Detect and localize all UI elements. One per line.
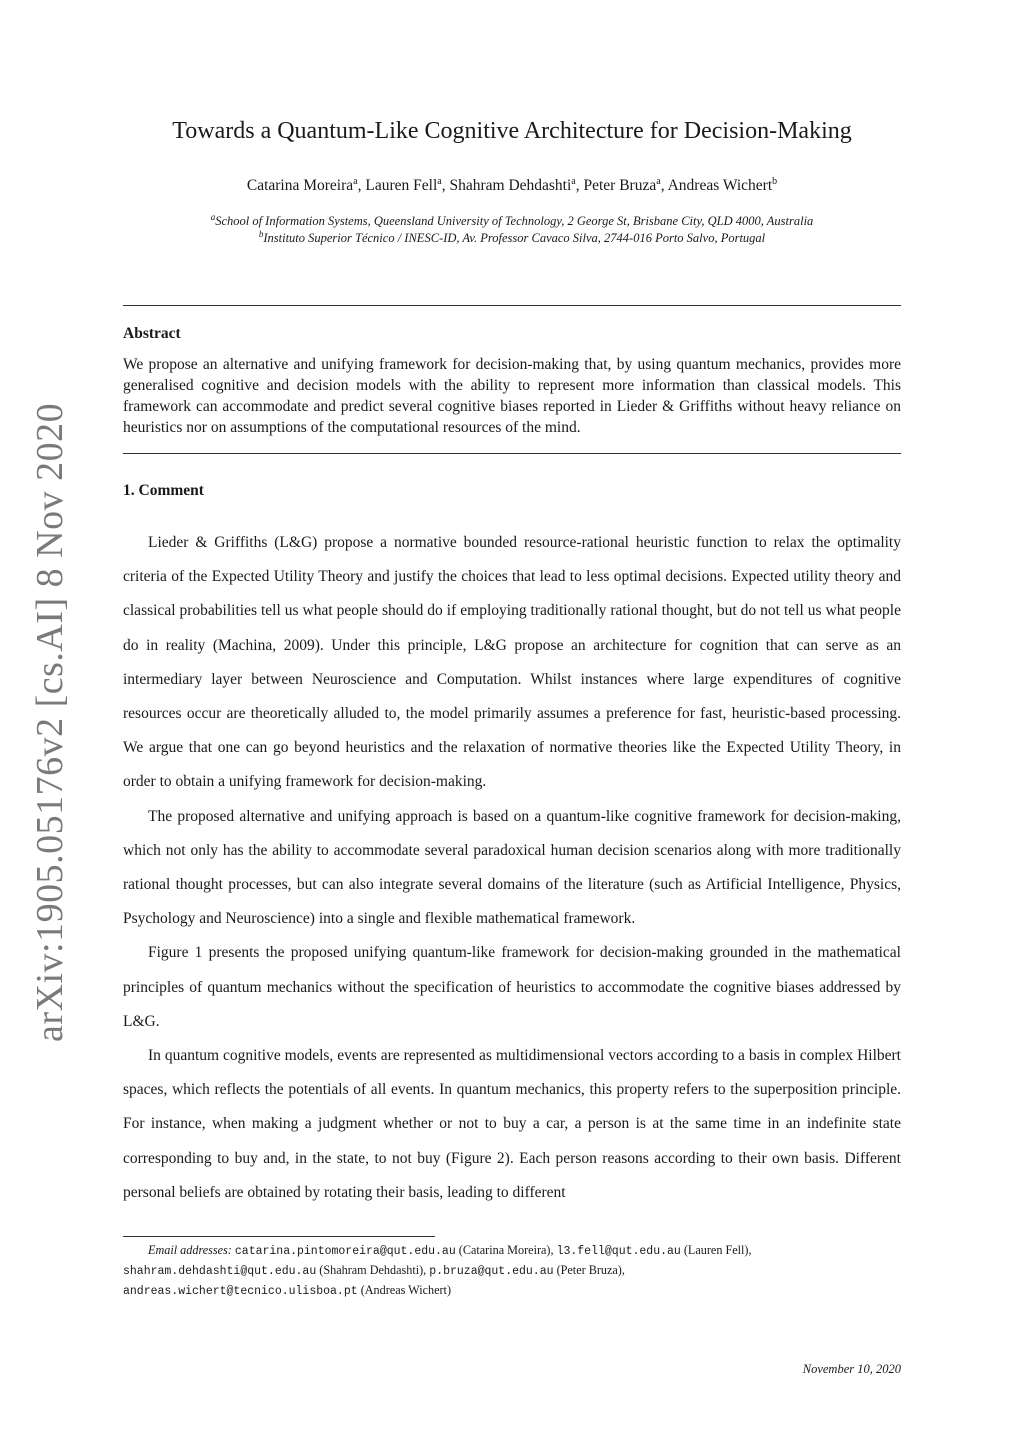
affiliation xyxy=(0,229,1024,246)
email-owner: (Lauren Fell), xyxy=(683,1243,752,1257)
paragraph: Figure 1 presents the proposed unifying quantum-like framework for decision-making grounded in the mathematical principles of quantum mechanics without the specification of heuristics to accommodate the cognitive biases addressed by L&G. xyxy=(123,944,901,1030)
section-body xyxy=(123,526,901,1210)
email-link[interactable]: p.bruza@qut.edu.au xyxy=(429,1265,554,1278)
author-sup: a xyxy=(656,176,661,187)
paragraph: The proposed alternative and unifying approach is based on a quantum-like cognitive framework for decision-making, which not only has the ability to accommodate several paradoxical human decision scenarios along with more traditionally rational thought processes, but can also integrate several domains of the literature (such as Artificial Intelligence, Physics, Psychology and Neuroscience) into a single and flexible mathematical framework. xyxy=(123,807,901,928)
divider xyxy=(123,305,901,306)
author-sup: a xyxy=(571,176,576,187)
email-link[interactable]: andreas.wichert@tecnico.ulisboa.pt xyxy=(123,1285,358,1298)
divider xyxy=(123,453,901,454)
arxiv-stamp[interactable]: arXiv:1905.05176v2 [cs.AI] 8 Nov 2020 xyxy=(29,402,71,1042)
email-owner: (Catarina Moreira), xyxy=(458,1243,554,1257)
author: Shahram Dehdashti xyxy=(449,177,572,195)
section-heading: 1. Comment xyxy=(123,482,204,499)
author: Peter Bruza xyxy=(583,177,657,195)
paragraph: In quantum cognitive models, events are represented as multidimensional vectors according to a basis in complex Hilbert spaces, which reflects the potentials of all events. In quantum mechanics, this property refers to the superposition principle. For instance, when making a judgment whether or not to buy a car, a person is at the same time in an indefinite state corresponding to buy and, in the state, to not buy (Figure 2). Each person reasons according to their own basis. Different personal beliefs are obtained by rotating their basis, leading to different xyxy=(123,1047,901,1201)
footnote-divider xyxy=(123,1236,435,1237)
email-link[interactable]: shahram.dehdashti@qut.edu.au xyxy=(123,1265,317,1278)
affiliation-sup: a xyxy=(210,212,216,222)
author-list: Catarina Moreira$^a$, Lauren Fell$^a$, Shahram Dehdashti$^a$, Peter Bruza$^a$, Andreas Wichert$^b$ xyxy=(246,176,778,195)
email-link[interactable]: catarina.pintomoreira@qut.edu.au xyxy=(234,1245,456,1258)
author-sup: a xyxy=(437,176,442,187)
affiliation-text: Instituto Superior Técnico / INESC-ID, Av. Professor Cavaco Silva, 2744-016 Porto Salvo, Portugal xyxy=(263,231,766,246)
email-owner: (Andreas Wichert) xyxy=(360,1283,451,1297)
affiliation-sup: b xyxy=(258,229,264,239)
email-owner: (Peter Bruza), xyxy=(556,1263,625,1277)
author: Catarina Moreira xyxy=(246,177,354,195)
affiliation xyxy=(0,212,1024,229)
paper-title: Towards a Quantum-Like Cognitive Architecture for Decision-Making xyxy=(172,118,852,144)
paragraph: Lieder & Griffiths (L&G) propose a normative bounded resource-rational heuristic function to relax the optimality criteria of the Expected Utility Theory and justify the choices that lead to less optimal decisions. Expected utility theory and classical probabilities tell us what people should do if employing traditionally rational thought, but do not tell us what people do in reality (Machina, 2009). Under this principle, L&G propose an architecture for cognition that can serve as an intermediary layer between Neuroscience and Computation. Whilst instances where large expenditures of cognitive resources occur are theoretically alluded to, the model primarily assumes a preference for fast, heuristic-based processing. We argue that one can go beyond heuristics and the relaxation of normative theories like the Expected Utility Theory, in order to obtain a unifying framework for decision-making. xyxy=(123,534,901,791)
footnote xyxy=(123,1241,901,1301)
affiliation-text: School of Information Systems, Queensland University of Technology, 2 George St, Brisbane City, QLD 4000, Australia xyxy=(215,214,814,229)
author-sup: b xyxy=(772,176,778,187)
footnote-label: Email addresses: xyxy=(148,1243,232,1257)
abstract-heading: Abstract xyxy=(123,325,181,342)
preprint-date: November 10, 2020 xyxy=(802,1362,901,1376)
author: Andreas Wichert xyxy=(667,177,773,195)
author: Lauren Fell xyxy=(365,177,438,195)
email-link[interactable]: l3.fell@qut.edu.au xyxy=(556,1245,681,1258)
email-owner: (Shahram Dehdashti), xyxy=(319,1263,427,1277)
author-sup: a xyxy=(353,176,358,187)
abstract-text: We propose an alternative and unifying framework for decision-making that, by using quantum mechanics, provides more generalised cognitive and decision models with the ability to represent more information than classical models. This framework can accommodate and predict several cognitive biases reported in Lieder & Griffiths without heavy reliance on heuristics nor on assumptions of the computational resources of the mind. xyxy=(123,356,901,436)
